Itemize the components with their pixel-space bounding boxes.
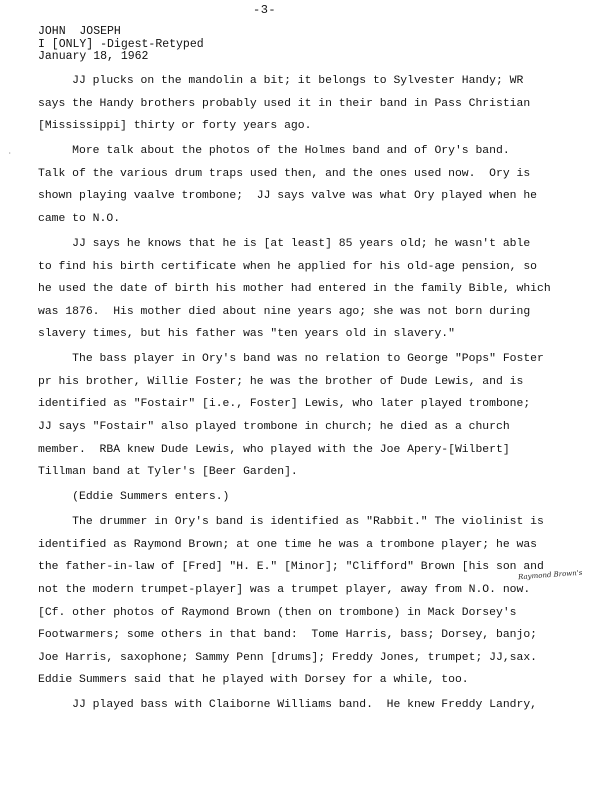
transcript-body — [38, 70, 578, 719]
text-line: Tillman band at Tyler's [Beer Garden]. — [38, 466, 298, 479]
text-line: identified as Raymond Brown; at one time he was a trombone player; he was — [38, 538, 537, 551]
text-line: came to N.O. — [38, 212, 121, 225]
text-line: [Cf. other photos of Raymond Brown (then on trombone) in Mack Dorsey's — [38, 606, 517, 619]
text-line: Joe Harris, saxophone; Sammy Penn [drums]; Freddy Jones, trumpet; JJ,sax. — [38, 651, 537, 664]
text-line: not the modern trumpet-player] was a trumpet player, away from N.O. now. — [38, 584, 531, 597]
text-line: shown playing vaalve trombone; JJ says valve was what Ory played when he — [38, 190, 537, 203]
text-line: JJ plucks on the mandolin a bit; it belongs to Sylvester Handy; WR — [38, 75, 524, 87]
text-line: slavery times, but his father was "ten years old in slavery." — [38, 328, 455, 341]
paragraph-eddie-enters — [38, 486, 578, 509]
paragraph-photos — [38, 140, 578, 230]
paragraph-mandolin — [38, 70, 578, 138]
page-number: -3- — [253, 3, 277, 17]
text-line: was 1876. His mother died about nine years ago; she was not born during — [38, 305, 531, 318]
stray-mark: · — [8, 150, 12, 157]
text-line: The drummer in Ory's band is identified as "Rabbit." The violinist is — [38, 516, 544, 529]
text-line: [Mississippi] thirty or forty years ago. — [38, 120, 312, 133]
text-line: Eddie Summers said that he played with Dorsey for a while, too. — [38, 674, 469, 687]
text-line: identified as "Fostair" [i.e., Foster] Lewis, who later played trombone; — [38, 398, 531, 411]
paragraph-claiborne — [38, 694, 578, 717]
handwritten-annotation: Raymond Brown's — [517, 568, 583, 582]
text-line: to find his birth certificate when he applied for his old-age pension, so — [38, 260, 537, 273]
text-line: he used the date of birth his mother had entered in the family Bible, which — [38, 283, 551, 296]
text-line: More talk about the photos of the Holmes band and of Ory's band. — [38, 145, 510, 158]
document-header — [38, 26, 204, 64]
text-line: member. RBA knew Dude Lewis, who played with the Joe Apery-[Wilbert] — [38, 443, 510, 456]
text-line: JJ says he knows that he is [at least] 85 years old; he wasn't able — [38, 237, 531, 250]
text-line: Talk of the various drum traps used then, and the ones used now. Ory is — [38, 167, 531, 180]
text-line: The bass player in Ory's band was no relation to George "Pops" Foster — [38, 353, 544, 366]
header-line-name: JOHN JOSEPH — [38, 25, 121, 38]
header-line-date: January 18, 1962 — [38, 50, 149, 63]
text-line: (Eddie Summers enters.) — [38, 491, 230, 504]
text-line: says the Handy brothers probably used it in their band in Pass Christian — [38, 97, 531, 110]
text-line: the father-in-law of [Fred] "H. E." [Minor]; "Clifford" Brown [his son and — [38, 561, 544, 574]
text-line: JJ played bass with Claiborne Williams band. He knew Freddy Landry, — [38, 699, 537, 712]
text-line: Footwarmers; some others in that band: Tome Harris, bass; Dorsey, banjo; — [38, 629, 537, 642]
text-line: JJ says "Fostair" also played trombone in church; he died as a church — [38, 421, 510, 434]
paragraph-bass-player — [38, 348, 578, 484]
paragraph-age — [38, 233, 578, 346]
paragraph-drummer — [38, 511, 578, 692]
text-line: pr his brother, Willie Foster; he was the brother of Dude Lewis, and is — [38, 375, 524, 388]
header-line-type: I [ONLY] -Digest-Retyped — [38, 37, 204, 51]
